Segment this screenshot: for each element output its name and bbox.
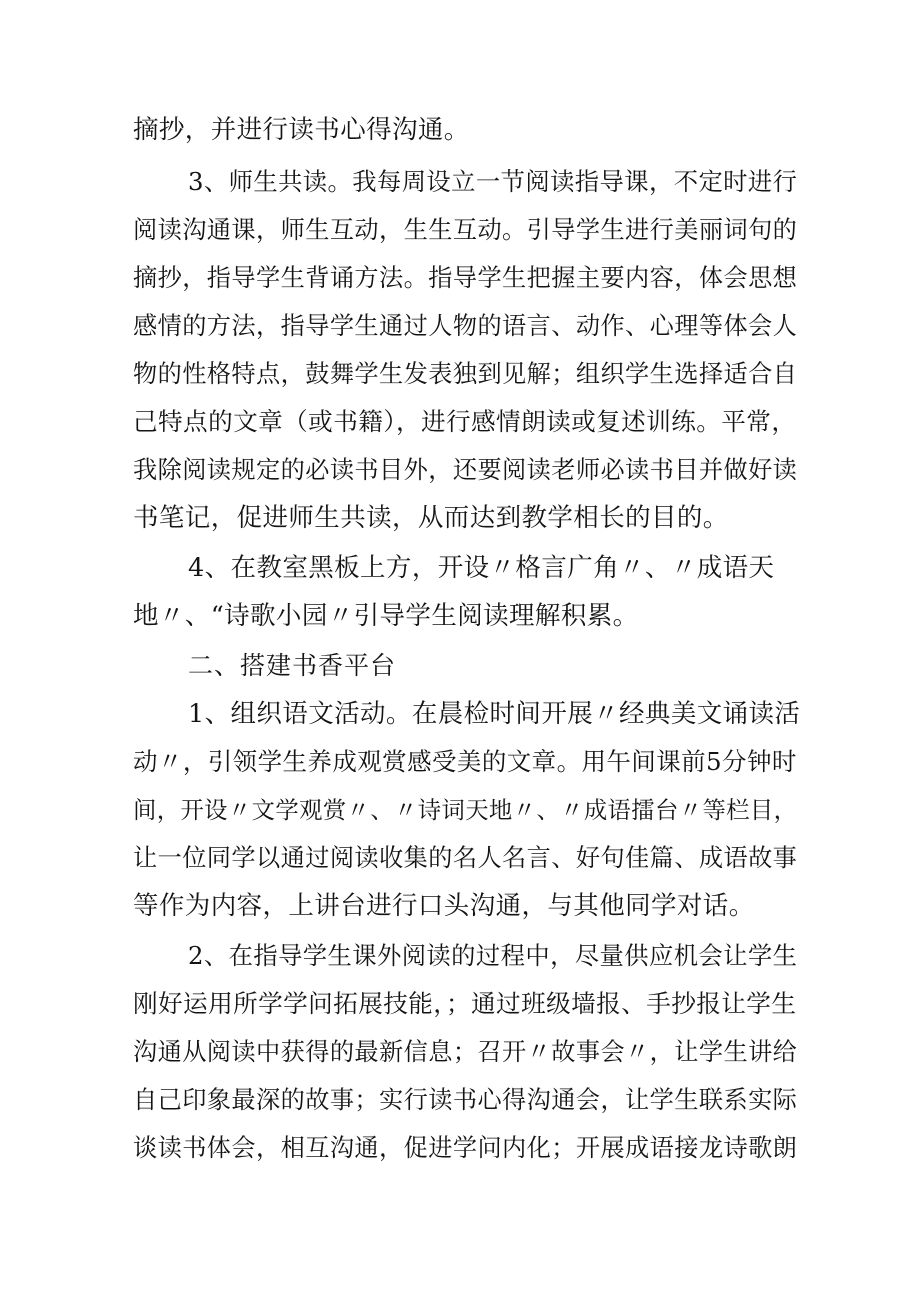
text-line: 书笔记，促进师生共读，从而达到教学相长的目的。 — [133, 503, 729, 533]
text-line: 摘抄，指导学生背诵方法。指导学生把握主要内容，体会思想 — [133, 264, 798, 292]
text-line: 让一位同学以通过阅读收集的名人名言、好句佳篇、成语故事 — [133, 844, 798, 872]
text-line: 沟通从阅读中获得的最新信息；召开〃故事会〃，让学生讲给 — [133, 1038, 798, 1066]
section-heading: 二、搭建书香平台 — [188, 651, 397, 680]
text-line: 刚好运用所学学问拓展技能，；通过班级墙报、手抄报让学生 — [133, 989, 797, 1018]
text-line: 谈读书体会，相互沟通，促进学问内化；开展成语接龙诗歌朗 — [133, 1134, 798, 1162]
text-line: 地〃、“诗歌小园〃引导学生阅读理解积累。 — [133, 601, 639, 631]
text-line: 己特点的文章（或书籍），进行感情朗读或复述训练。平常， — [133, 407, 797, 436]
text-line: 我除阅读规定的必读书目外，还要阅读老师必读书目并做好读 — [133, 456, 798, 484]
text-line: 自己印象最深的故事；实行读书心得沟通会，让学生联系实际 — [133, 1086, 798, 1114]
text-line: 间，开设〃文学观赏〃、〃诗词天地〃、〃成语擂台〃等栏目， — [133, 796, 798, 824]
text-line: 动〃，引领学生养成观赏感受美的文章。用午间课前5分钟时 — [133, 747, 797, 776]
text-line: 等作为内容，上讲台进行口头沟通，与其他同学对话。 — [133, 891, 755, 921]
text-line: 感情的方法，指导学生通过人物的语言、动作、心理等体会人 — [133, 312, 798, 340]
text-line: 2、在指导学生课外阅读的过程中，尽量供应机会让学生 — [188, 941, 798, 970]
text-line: 阅读沟通课，师生互动，生生互动。引导学生进行美丽词句的 — [133, 216, 798, 244]
text-line: 摘抄，并进行读书心得沟通。 — [133, 115, 470, 145]
text-line: 1、组织语文活动。在晨检时间开展〃经典美文诵读活 — [188, 699, 801, 729]
text-line: 4、在教室黑板上方，开设〃格言广角〃、〃成语天 — [188, 553, 775, 583]
text-line: 3、师生共读。我每周设立一节阅读指导课，不定时进行 — [188, 167, 798, 196]
text-line: 物的性格特点，鼓舞学生发表独到见解；组织学生选择适合自 — [133, 360, 798, 388]
